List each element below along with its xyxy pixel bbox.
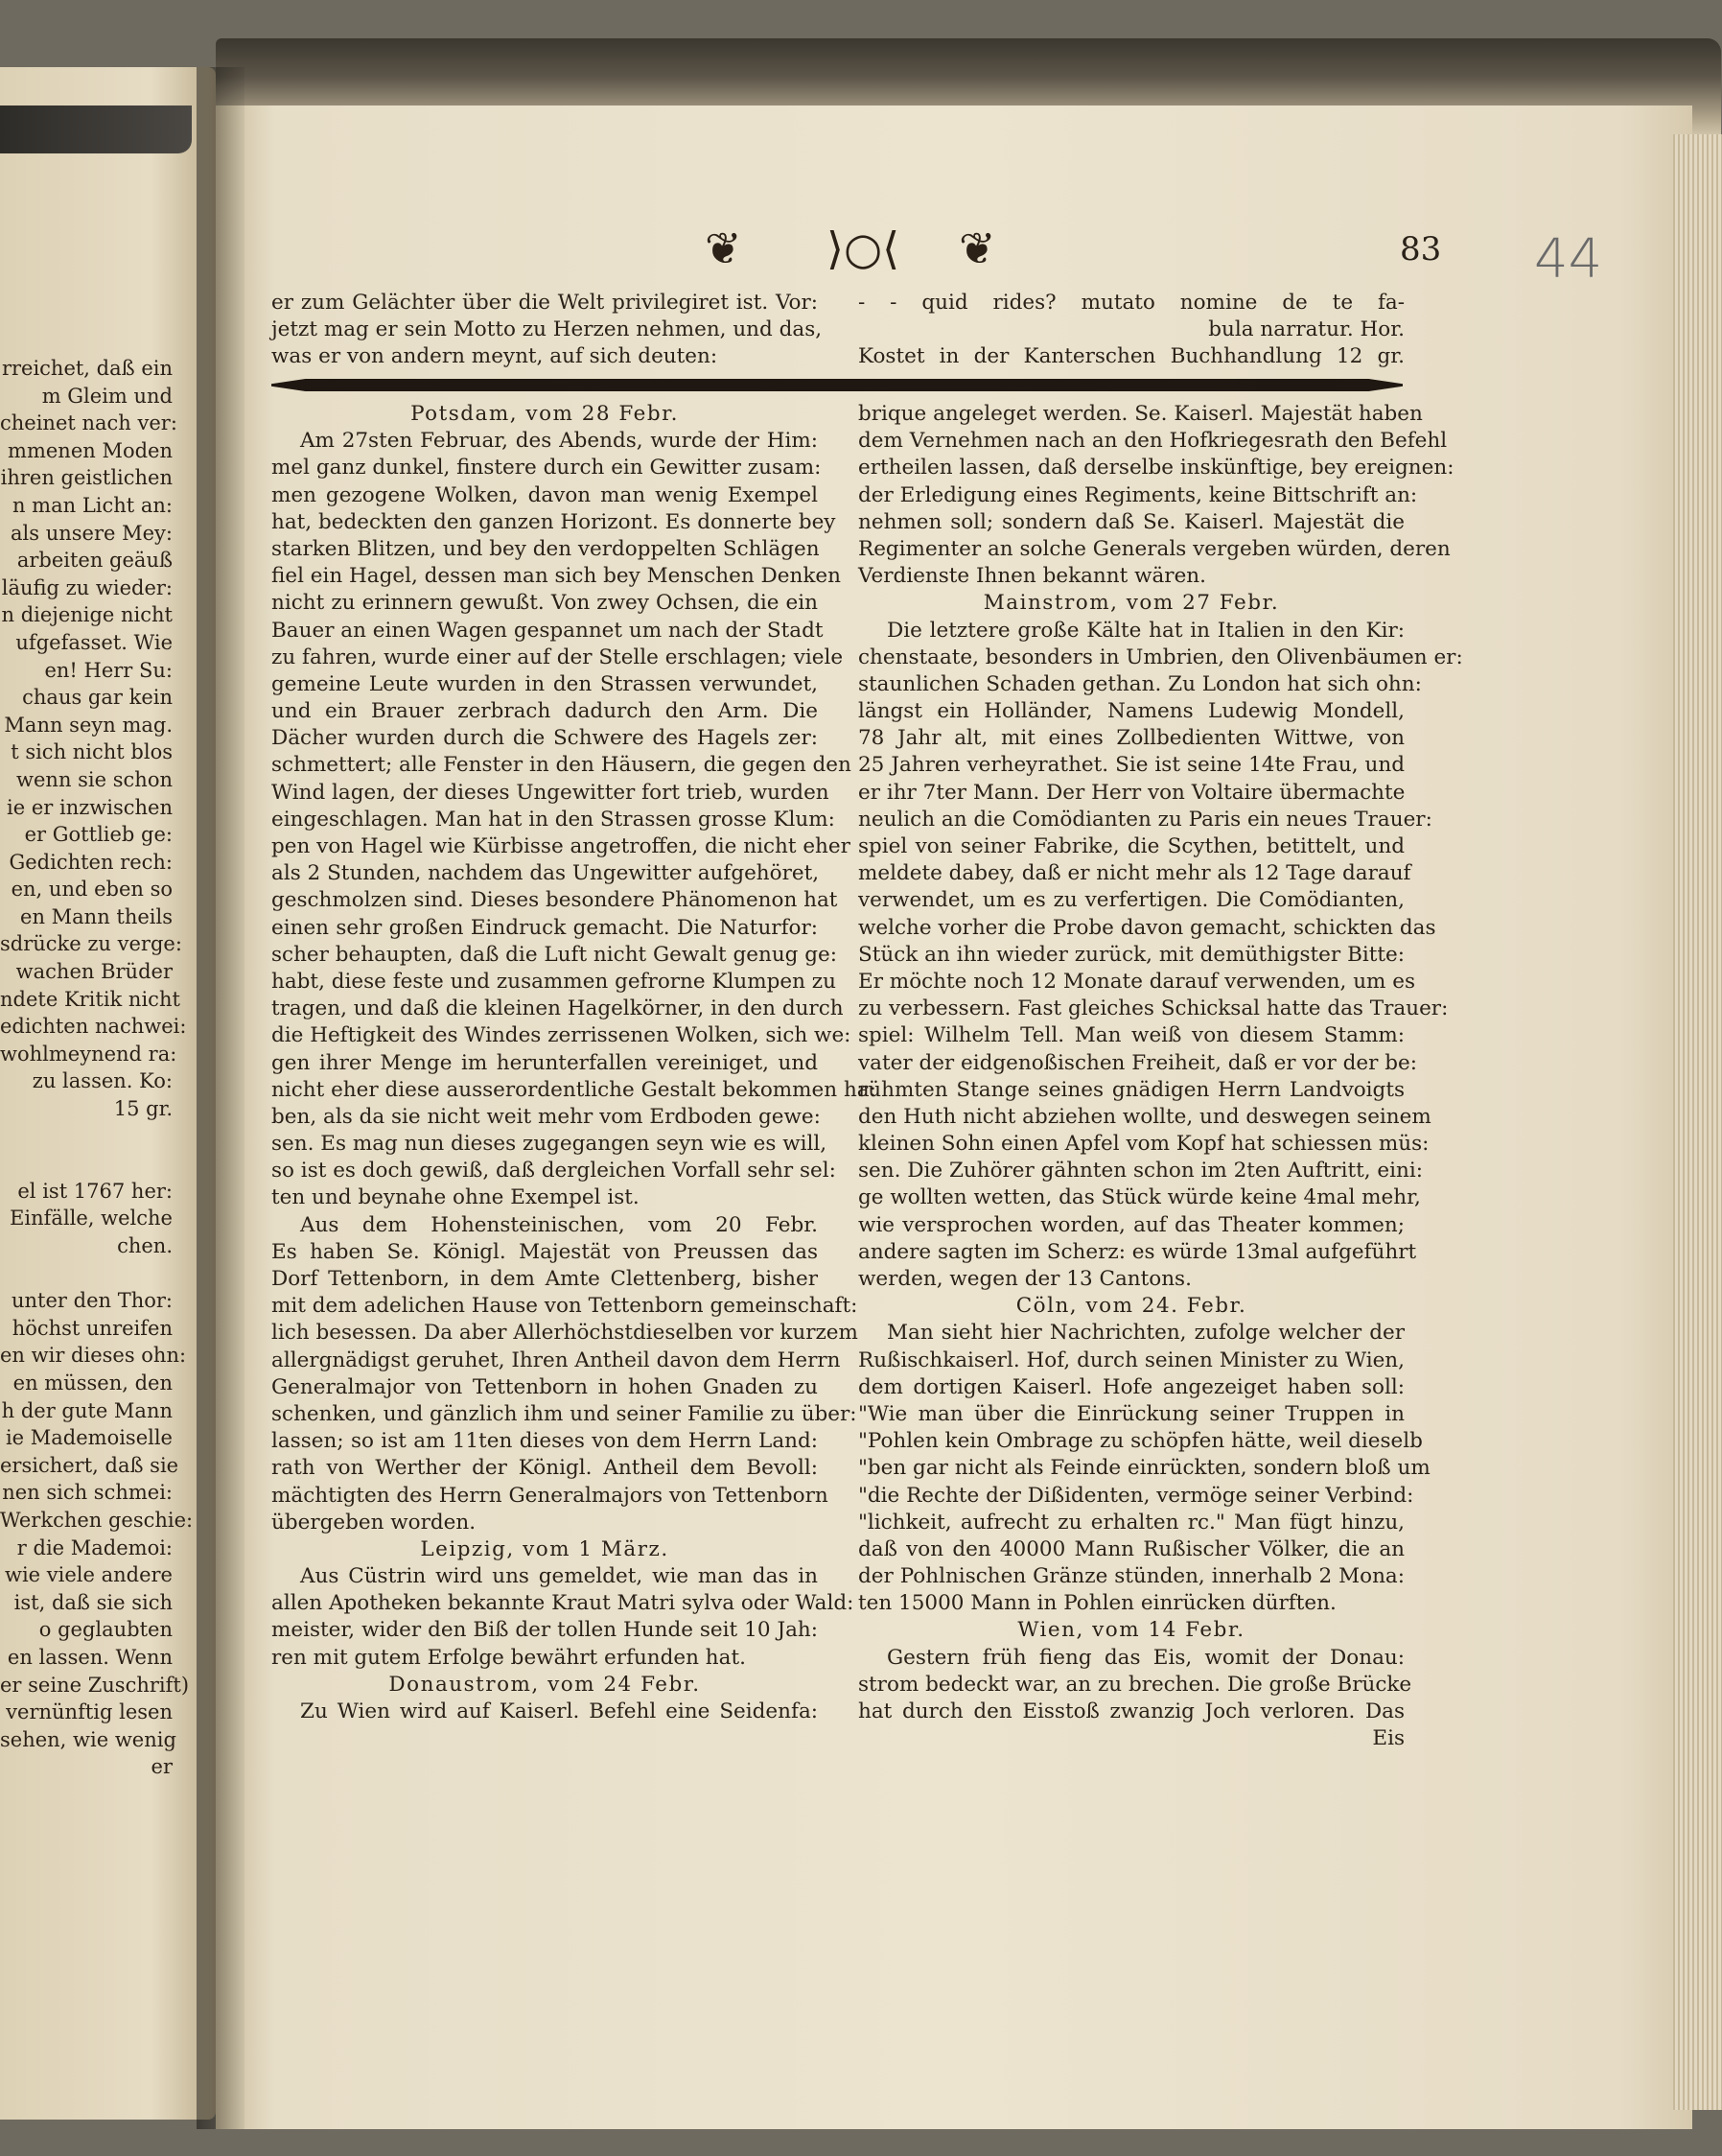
text-line: schmettert; alle Fenster in den Häusern, die gegen den bbox=[271, 753, 851, 778]
left-page-line: arbeiten geäuß bbox=[16, 549, 173, 573]
text-line: Er möchte noch 12 Monate darauf verwenden, um es bbox=[858, 969, 1416, 994]
left-page-line: o geglaubten bbox=[38, 1618, 173, 1642]
left-page-line: höchst unreifen bbox=[12, 1316, 173, 1340]
left-page-line: er seine Zuschrift) bbox=[0, 1673, 190, 1697]
text-line: Dächer wurden durch die Schwere des Hagels zer: bbox=[271, 726, 818, 751]
left-page-line: vernünftig lesen bbox=[6, 1700, 173, 1724]
left-page-line: er bbox=[151, 1755, 173, 1779]
left-page-line: mmenen Moden bbox=[8, 438, 173, 462]
left-page-line: ist, daß sie sich bbox=[13, 1590, 173, 1614]
section-heading: Mainstrom, vom 27 Febr. bbox=[983, 591, 1280, 616]
left-page-line: sdrücke zu verge: bbox=[0, 932, 182, 956]
text-line: pen von Hagel wie Kürbisse angetroffen, die nicht eher bbox=[271, 834, 850, 858]
text-line: gemeine Leute wurden in den Strassen verwundet, bbox=[271, 671, 818, 696]
left-page-line bbox=[0, 1123, 173, 1151]
left-page-line: m Gleim und bbox=[41, 384, 173, 408]
section-heading: Potsdam, vom 28 Febr. bbox=[410, 402, 679, 426]
text-line: chenstaate, besonders in Umbrien, den Olivenbäumen er: bbox=[858, 644, 1463, 669]
page-stack-edge bbox=[1673, 134, 1722, 2110]
left-page-line: en lassen. Wenn bbox=[7, 1645, 173, 1669]
section-heading: Leipzig, vom 1 März. bbox=[420, 1536, 669, 1561]
text-line: allen Apotheken bekannte Kraut Matri sylva oder Wald: bbox=[271, 1591, 854, 1616]
text-line: Zu Wien wird auf Kaiserl. Befehl eine Seidenfa: bbox=[300, 1699, 818, 1723]
text-line: habt, diese feste und zusammen gefrorne Klumpen zu bbox=[271, 969, 836, 994]
text-line: Eis bbox=[1372, 1726, 1405, 1751]
text-line: ten 15000 Mann in Pohlen einrücken dürften. bbox=[858, 1591, 1337, 1616]
text-line: staunlichen Schaden gethan. Zu London hat sich ohn: bbox=[858, 671, 1422, 696]
text-line: einen sehr großen Eindruck gemacht. Die Naturfor: bbox=[271, 915, 818, 940]
text-line: welche vorher die Probe davon gemacht, schickten das bbox=[858, 915, 1436, 940]
left-page-line: t sich nicht blos bbox=[11, 740, 173, 764]
text-line: 78 Jahr alt, mit eines Zollbedienten Wittwe, von bbox=[858, 726, 1405, 751]
left-page-line: Einfälle, welche bbox=[10, 1207, 173, 1230]
text-line: Bauer an einen Wagen gespannet um nach der Stadt bbox=[271, 618, 824, 643]
top-right-text bbox=[858, 290, 1405, 371]
left-page-line: ihren geistlichen bbox=[0, 466, 173, 490]
text-line: fiel ein Hagel, dessen man sich bey Menschen Denken bbox=[271, 564, 841, 589]
text-line: so ist es doch gewiß, daß dergleichen Vorfall sehr sel: bbox=[271, 1159, 836, 1183]
ornament-left: ❦ bbox=[705, 223, 742, 274]
text-line: "die Rechte der Dißidenten, vermöge seiner Verbind: bbox=[858, 1483, 1414, 1508]
text-line: Wind lagen, der dieses Ungewitter fort trieb, wurden bbox=[271, 780, 829, 805]
left-page-line: r die Mademoi: bbox=[16, 1535, 173, 1559]
left-page-line bbox=[0, 1260, 173, 1288]
text-line: "Wie man über die Einrückung seiner Truppen in bbox=[858, 1401, 1405, 1426]
text-line: allergnädigst geruhet, Ihren Antheil davon dem Herrn bbox=[271, 1348, 841, 1372]
text-line: nicht eher diese ausserordentliche Gestalt bekommen ha: bbox=[271, 1077, 876, 1102]
text-line: dem Vernehmen nach an den Hofkriegesrath den Befehl bbox=[858, 429, 1448, 454]
text-line: Es haben Se. Königl. Majestät von Preussen das bbox=[271, 1239, 818, 1264]
section-heading: Cöln, vom 24. Febr. bbox=[1015, 1294, 1247, 1319]
text-line: geschmolzen sind. Dieses besondere Phänomenon hat bbox=[271, 888, 838, 913]
left-page-line: sehen, wie wenig bbox=[0, 1727, 176, 1751]
text-line: kleinen Sohn einen Apfel vom Kopf hat schiessen müs: bbox=[858, 1132, 1430, 1157]
text-line: nehmen soll; sondern daß Se. Kaiserl. Majestät die bbox=[858, 509, 1405, 534]
text-line: lassen; so ist am 11ten dieses von dem Herrn Land: bbox=[271, 1429, 818, 1454]
text-line: ren mit gutem Erfolge bewährt erfunden hat. bbox=[271, 1645, 746, 1670]
top-right-line: Kostet in der Kanterschen Buchhandlung 12 gr. bbox=[858, 344, 1405, 369]
text-line: wie versprochen worden, auf das Theater kommen; bbox=[858, 1212, 1405, 1237]
column-left bbox=[271, 401, 876, 1725]
ornament-center: ⟩○⟨ bbox=[826, 223, 900, 274]
text-line: rath von Werther der Königl. Antheil dem Bevoll: bbox=[271, 1456, 818, 1481]
text-line: verwendet, um es zu verfertigen. Die Comödianten, bbox=[858, 888, 1405, 913]
left-page-line: en Mann theils bbox=[20, 904, 173, 928]
ornament-right: ❦ bbox=[959, 223, 996, 274]
text-line: spiel: Wilhelm Tell. Man weiß von diesem Stamm: bbox=[858, 1023, 1405, 1048]
left-page-line: wohlmeynend ra: bbox=[0, 1042, 177, 1066]
left-page-line: läufig zu wieder: bbox=[1, 575, 173, 599]
text-line: übergeben worden. bbox=[271, 1510, 477, 1535]
text-line: Generalmajor von Tettenborn in hohen Gnaden zu bbox=[271, 1374, 818, 1399]
left-page-line: ie Mademoiselle bbox=[5, 1426, 173, 1450]
left-page-line: cheinet nach ver: bbox=[0, 411, 177, 435]
text-line: strom bedeckt war, an zu brechen. Die große Brücke bbox=[858, 1672, 1412, 1697]
left-page-line: n man Licht an: bbox=[12, 493, 173, 517]
top-left-text bbox=[271, 290, 823, 371]
text-line: 25 Jahren verheyrathet. Sie ist seine 14te Frau, und bbox=[858, 753, 1405, 778]
text-line: ben, als da sie nicht weit mehr vom Erdboden gewe: bbox=[271, 1104, 821, 1129]
left-page-line: nen sich schmei: bbox=[2, 1481, 173, 1505]
text-line: meister, wider den Biß der tollen Hunde seit 10 Jah: bbox=[271, 1618, 818, 1643]
left-page-line: en müssen, den bbox=[12, 1371, 173, 1394]
text-line: mit dem adelichen Hause von Tettenborn gemeinschaft: bbox=[271, 1294, 858, 1319]
text-line: als 2 Stunden, nachdem das Ungewitter aufgehöret, bbox=[271, 861, 820, 886]
text-line: Stück an ihn wieder zurück, mit demüthigster Bitte: bbox=[858, 942, 1405, 967]
text-line: "Pohlen kein Ombrage zu schöpfen hätte, weil dieselb bbox=[858, 1429, 1423, 1454]
text-line: scher behaupten, daß die Luft nicht Gewalt genug ge: bbox=[271, 942, 837, 967]
left-page-line: el ist 1767 her: bbox=[17, 1179, 173, 1203]
text-line: daß von den 40000 Mann Rußischer Völker, die an bbox=[858, 1536, 1405, 1561]
section-heading: Donaustrom, vom 24 Febr. bbox=[388, 1672, 701, 1697]
left-page-line: n diejenige nicht bbox=[1, 603, 173, 627]
text-line: den Huth nicht abziehen wollte, und deswegen seinem bbox=[858, 1104, 1431, 1129]
left-page-line: rreichet, daß ein bbox=[1, 357, 173, 380]
top-right-line: bula narratur. Hor. bbox=[1208, 317, 1405, 342]
text-line: Die letztere große Kälte hat in Italien in den Kir: bbox=[887, 618, 1405, 643]
top-left-line: jetzt mag er sein Motto zu Herzen nehmen, und das, bbox=[271, 317, 823, 342]
text-line: hat, bedeckten den ganzen Horizont. Es donnerte bey bbox=[271, 509, 836, 534]
text-line: tragen, und daß die kleinen Hagelkörner, in den durch bbox=[271, 996, 844, 1021]
text-line: eingeschlagen. Man hat in den Strassen grosse Klum: bbox=[271, 807, 835, 832]
text-line: Rußischkaiserl. Hof, durch seinen Minister zu Wien, bbox=[858, 1348, 1405, 1372]
left-page-line: als unsere Mey: bbox=[11, 521, 173, 545]
top-right-line: - - quid rides? mutato nomine de te fa- bbox=[858, 291, 1405, 315]
left-page-line: h der gute Mann bbox=[1, 1398, 173, 1422]
left-page-text bbox=[0, 355, 194, 1781]
section-heading: Wien, vom 14 Febr. bbox=[1017, 1618, 1245, 1643]
text-line: dem dortigen Kaiserl. Hofe angezeiget haben soll: bbox=[858, 1374, 1405, 1399]
left-page-line: 15 gr. bbox=[113, 1097, 173, 1121]
left-page-line: er Gottlieb ge: bbox=[24, 823, 173, 847]
text-line: der Erledigung eines Regiments, keine Bittschrift an: bbox=[858, 482, 1418, 507]
left-page-line: zu lassen. Ko: bbox=[32, 1069, 173, 1093]
text-line: zu fahren, wurde einer auf der Stelle erschlagen; viele bbox=[271, 644, 844, 669]
text-line: mel ganz dunkel, finstere durch ein Gewitter zusam: bbox=[271, 456, 822, 480]
text-line: men gezogene Wolken, davon man wenig Exempel bbox=[271, 482, 818, 507]
left-page-line: unter den Thor: bbox=[12, 1289, 173, 1313]
text-line: starken Blitzen, und bey den verdoppelten Schlägen bbox=[271, 536, 820, 561]
text-line: ge wollten wetten, das Stück würde keine 4mal mehr, bbox=[858, 1185, 1421, 1210]
left-page-line: Werkchen geschie: bbox=[0, 1508, 194, 1532]
text-line: "ben gar nicht als Feinde einrückten, sondern bloß um bbox=[858, 1456, 1431, 1481]
top-left-line: er zum Gelächter über die Welt privilegiret ist. Vor: bbox=[271, 291, 818, 315]
text-line: längst ein Holländer, Namens Ludewig Mondell, bbox=[858, 699, 1405, 724]
left-page-line: ie er inzwischen bbox=[7, 795, 173, 819]
left-page-line bbox=[0, 1150, 173, 1178]
text-line: vater der eidgenoßischen Freiheit, daß er vor der be: bbox=[858, 1050, 1417, 1075]
text-line: Regimenter an solche Generals vergeben würden, deren bbox=[858, 536, 1451, 561]
text-line: Dorf Tettenborn, in dem Amte Clettenberg, bisher bbox=[271, 1267, 818, 1291]
text-line: werden, wegen der 13 Cantons. bbox=[858, 1267, 1192, 1291]
left-page-line: en wir dieses ohn: bbox=[0, 1344, 187, 1368]
page-number: 83 bbox=[1400, 230, 1442, 269]
text-line: Man sieht hier Nachrichten, zufolge welcher der bbox=[887, 1321, 1405, 1346]
text-line: rühmten Stange seines gnädigen Herrn Landvoigts bbox=[858, 1077, 1405, 1102]
text-line: Aus Cüstrin wird uns gemeldet, wie man das in bbox=[300, 1564, 818, 1589]
left-page-line: Gedichten rech: bbox=[9, 850, 173, 874]
text-line: gen ihrer Menge im herunterfallen vereiniget, und bbox=[271, 1050, 818, 1075]
left-page-line: chen. bbox=[117, 1234, 173, 1257]
column-right bbox=[858, 401, 1463, 1752]
text-line: Am 27sten Februar, des Abends, wurde der Him: bbox=[300, 429, 818, 454]
left-page-line: wachen Brüder bbox=[15, 960, 173, 984]
text-line: die Heftigkeit des Windes zerrissenen Wolken, sich we: bbox=[271, 1023, 851, 1048]
left-page-line: wie viele andere bbox=[4, 1563, 173, 1587]
text-line: andere sagten im Scherz: es würde 13mal aufgeführt bbox=[858, 1239, 1417, 1264]
text-line: sen. Es mag nun dieses zugegangen seyn wie es will, bbox=[271, 1132, 827, 1157]
text-line: Verdienste Ihnen bekannt wären. bbox=[858, 564, 1206, 589]
text-line: der Pohlnischen Gränze stünden, innerhalb 2 Mona: bbox=[858, 1564, 1405, 1589]
left-page-line: wenn sie schon bbox=[16, 767, 173, 791]
text-line: nicht zu erinnern gewußt. Von zwey Ochsen, die ein bbox=[271, 591, 818, 616]
left-page-line: edichten nachwei: bbox=[0, 1015, 187, 1039]
pencil-annotation: 44 bbox=[1534, 228, 1603, 291]
text-line: neulich an die Comödianten zu Paris ein neues Trauer: bbox=[858, 807, 1432, 832]
text-line: sen. Die Zuhörer gähnten schon im 2ten Auftritt, eini: bbox=[858, 1159, 1423, 1183]
left-page-line: ndete Kritik nicht bbox=[0, 987, 180, 1011]
text-line: "lichkeit, aufrecht zu erhalten rc." Man fügt hinzu, bbox=[858, 1510, 1405, 1535]
text-line: meldete dabey, daß er nicht mehr als 12 Tage darauf bbox=[858, 861, 1411, 886]
text-line: und ein Brauer zerbrach dadurch den Arm. Die bbox=[271, 699, 818, 724]
spine-shadow bbox=[197, 67, 244, 2129]
top-left-line: was er von andern meynt, auf sich deuten: bbox=[271, 344, 718, 369]
left-page bbox=[0, 67, 216, 2120]
left-page-line: ersichert, daß sie bbox=[0, 1453, 179, 1477]
text-line: Gestern früh fieng das Eis, womit der Donau: bbox=[887, 1645, 1405, 1670]
text-line: er ihr 7ter Mann. Der Herr von Voltaire übermachte bbox=[858, 780, 1406, 805]
text-line: lich besessen. Da aber Allerhöchstdieselben vor kurzem bbox=[271, 1321, 858, 1346]
text-line: mächtigten des Herrn Generalmajors von Tettenborn bbox=[271, 1483, 828, 1508]
text-line: Aus dem Hohensteinischen, vom 20 Febr. bbox=[300, 1212, 818, 1237]
separator-rule bbox=[271, 379, 1403, 391]
text-line: ertheilen lassen, daß derselbe inskünftige, bey ereignen: bbox=[858, 456, 1454, 480]
left-page-line: chaus gar kein bbox=[22, 686, 173, 710]
left-page-line: ufgefasset. Wie bbox=[15, 630, 173, 654]
text-line: schenken, und gänzlich ihm und seiner Familie zu über: bbox=[271, 1401, 857, 1426]
left-page-line: en! Herr Su: bbox=[44, 658, 173, 682]
left-page-binding bbox=[0, 105, 192, 153]
left-page-line: Mann seyn mag. bbox=[4, 713, 173, 737]
text-line: spiel von seiner Fabrike, die Scythen, betittelt, und bbox=[858, 834, 1405, 858]
text-line: brique angeleget werden. Se. Kaiserl. Majestät haben bbox=[858, 402, 1423, 426]
text-line: ten und beynahe ohne Exempel ist. bbox=[271, 1185, 640, 1210]
text-line: zu verbessern. Fast gleiches Schicksal hatte das Trauer: bbox=[858, 996, 1449, 1021]
text-line: hat durch den Eisstoß zwanzig Joch verloren. Das bbox=[858, 1699, 1405, 1723]
left-page-line: en, und eben so bbox=[11, 878, 173, 902]
